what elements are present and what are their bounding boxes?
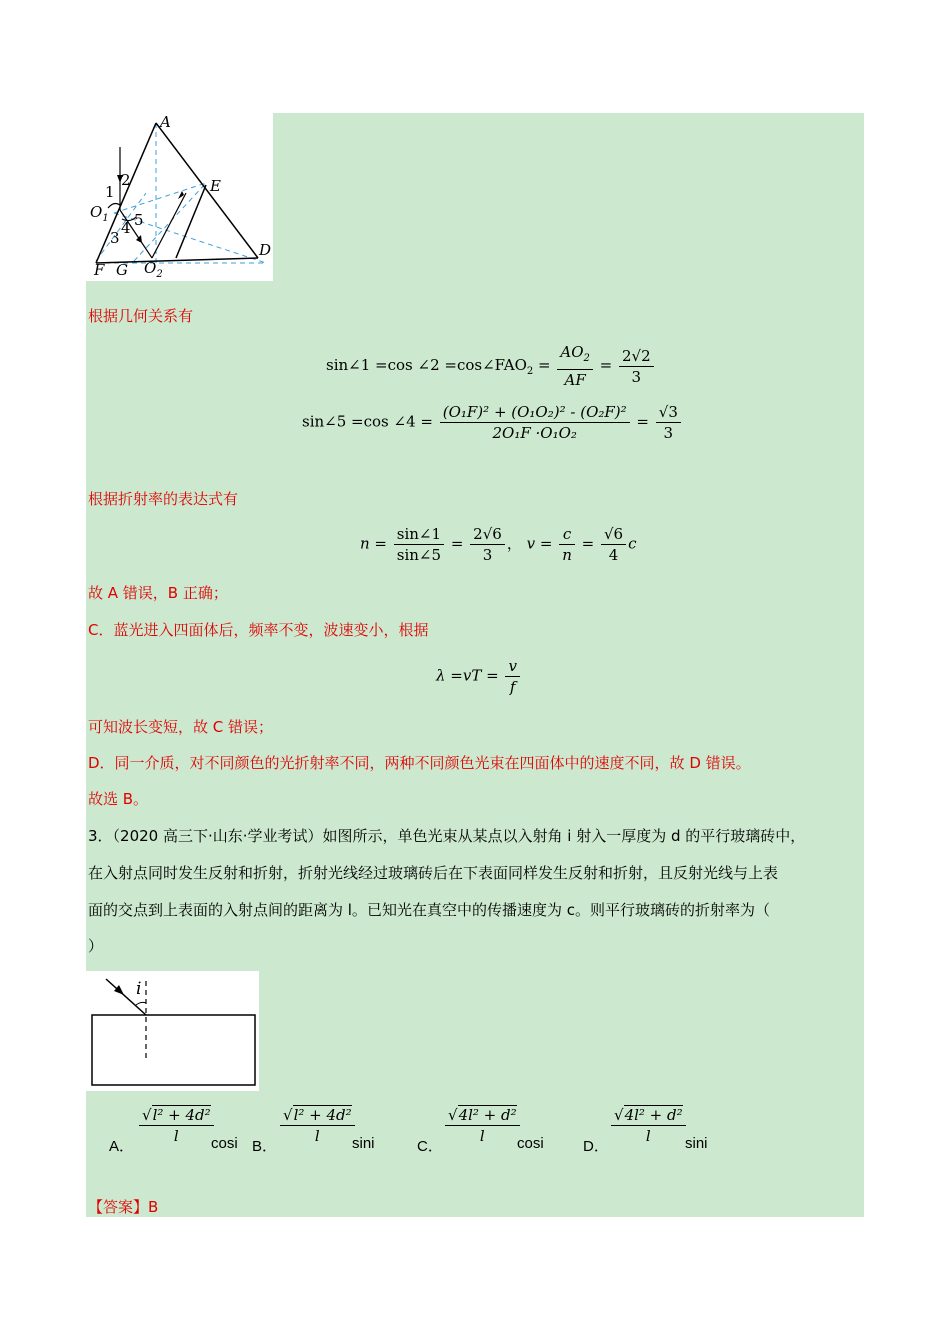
question-3-line-3: 面的交点到上表面的入射点间的距离为 l。已知光在真空中的传播速度为 c。则平行玻璃砖的折射率为（ xyxy=(88,901,770,919)
option-D-fraction: $\frac{\text{√4l² + d²}}{l}$ xyxy=(609,1105,688,1146)
option-D[interactable] xyxy=(583,1105,723,1165)
angle-5-label: 5 xyxy=(134,211,144,229)
option-B-trig: sini xyxy=(352,1135,375,1152)
option-A-fraction: $\frac{\text{√l² + 4d²}}{l}$ xyxy=(137,1105,216,1146)
equation-4: λ =vT = $\frac{v}{f}$ xyxy=(436,656,522,697)
angle-1-label: 1 xyxy=(105,183,115,201)
label-O1: $O_1$ xyxy=(90,203,109,224)
prism-figure xyxy=(86,113,273,281)
angle-3-label: 3 xyxy=(110,229,120,247)
equation-3: n = $\frac{\sin\angle 1}{\sin\angle 5}$ = $\frac{2√6}{3}$ ， v = $\frac{c}{n}$ = $\frac{√6}{4}$ c xyxy=(360,525,637,564)
conclusion-ab: 故 A 错误，B 正确； xyxy=(88,584,228,602)
option-D-label: D． xyxy=(583,1138,609,1155)
refraction-intro: 根据折射率的表达式有 xyxy=(88,490,239,508)
option-A-label: A． xyxy=(109,1138,135,1155)
question-3-line-4: ） xyxy=(88,937,104,955)
option-C-fraction: $\frac{\text{√4l² + d²}}{l}$ xyxy=(443,1105,522,1146)
sqrt-icon: √ xyxy=(283,1106,293,1124)
angle-4-label: 4 xyxy=(121,219,131,237)
equation-2: sin∠5 =cos ∠4 = $\frac{\text{(O₁F)² + (O₁O₂)² - (O₂F)²}}{\text{2O₁F ·O₁O₂}}$ = $\frac{√3}{3}$ xyxy=(302,402,683,443)
option-B-fraction: $\frac{\text{√l² + 4d²}}{l}$ xyxy=(278,1105,357,1146)
geometry-intro: 根据几何关系有 xyxy=(88,307,194,325)
glass-slab-figure xyxy=(86,971,259,1091)
option-B-label: B． xyxy=(252,1138,278,1155)
option-C-label: C． xyxy=(417,1138,443,1155)
label-D: D xyxy=(259,241,272,259)
label-A: A xyxy=(160,113,171,131)
question-3-line-2: 在入射点同时发生反射和折射，折射光线经过玻璃砖后在下表面同样发生反射和折射，且反射光线与上表 xyxy=(88,864,779,882)
glass-slab-diagram xyxy=(86,971,259,1091)
angle-i-label: i xyxy=(136,979,142,999)
answer-value: B xyxy=(148,1198,159,1216)
option-A[interactable] xyxy=(109,1105,239,1165)
option-A-trig: cosi xyxy=(211,1135,238,1152)
equation-1: sin∠1 =cos ∠2 $=\cos\angle FAO_2$ = $\frac{AO_2}{AF}$ = $\frac{2√2}{3}$ xyxy=(326,342,656,390)
option-c-analysis: C．蓝光进入四面体后，频率不变，波速变小，根据 xyxy=(88,621,429,639)
angle-2-label: 2 xyxy=(121,171,131,189)
option-D-trig: sini xyxy=(685,1135,708,1152)
question-3-line-1: 3．（2020 高三下·山东·学业考试）如图所示，单色光束从某点以入射角 i 射入一厚度为 d 的平行玻璃砖中， xyxy=(88,827,806,845)
label-O2: $O_2$ xyxy=(144,259,163,280)
sqrt-icon: √ xyxy=(142,1106,152,1124)
sqrt-icon: √ xyxy=(614,1106,624,1124)
label-G: G xyxy=(116,261,128,279)
option-C[interactable] xyxy=(417,1105,557,1165)
option-d-analysis: D．同一介质，对不同颜色的光折射率不同，两种不同颜色光束在四面体中的速度不同，故 D 错误。 xyxy=(88,754,751,772)
option-c-conclusion: 可知波长变短，故 C 错误； xyxy=(88,718,274,736)
answer-bracket: 【答案】 xyxy=(88,1198,149,1216)
sqrt-icon: √ xyxy=(448,1106,458,1124)
label-F: F xyxy=(94,261,105,279)
option-C-trig: cosi xyxy=(517,1135,544,1152)
option-B[interactable] xyxy=(252,1105,382,1165)
final-choice: 故选 B。 xyxy=(88,790,149,808)
answer-line xyxy=(88,1196,158,1217)
label-E: E xyxy=(210,177,221,195)
